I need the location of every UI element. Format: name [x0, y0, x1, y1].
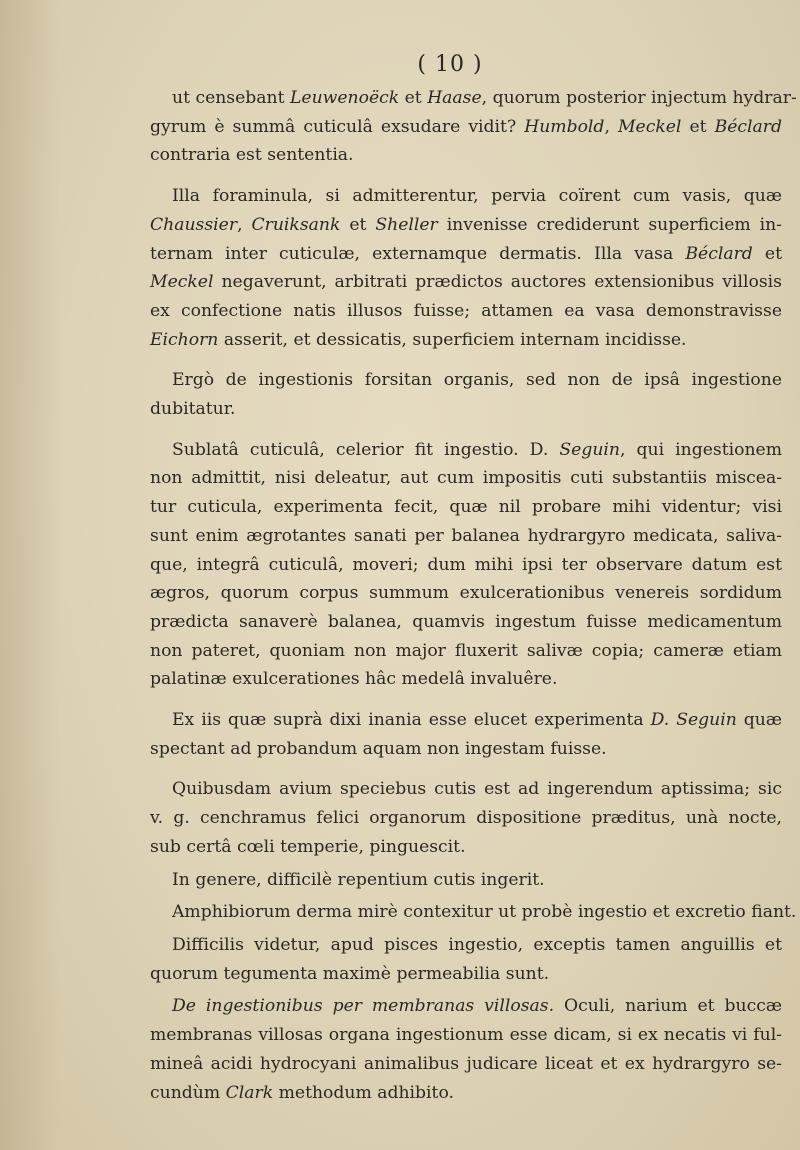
- italic-name: Béclard: [714, 116, 782, 137]
- text-line: Chaussier, Cruiksank et Sheller invenisse crediderunt superficiem in-: [150, 214, 782, 235]
- italic-name: Haase: [427, 88, 482, 108]
- paragraph: [150, 931, 782, 988]
- paragraph: [150, 84, 797, 170]
- text-line: non pateret, quoniam non major fluxerit salivæ copia; cameræ etiam: [150, 640, 782, 661]
- page-number: ( 10 ): [417, 52, 483, 77]
- text-line: mineâ acidi hydrocyani animalibus judicare liceat et ex hydrargyro se-: [150, 1053, 782, 1074]
- text-line: Ergò de ingestionis forsitan organis, sed non de ipsâ ingestione: [172, 370, 782, 391]
- paragraph: [150, 992, 782, 1107]
- text-line: Illa foraminula, si admitterentur, pervia coïrent cum vasis, quæ: [172, 186, 782, 207]
- paragraph: [150, 366, 782, 423]
- italic-name: Leuwenoëck: [290, 88, 400, 108]
- text-line: palatinæ exulcerationes hâc medelâ invaluêre.: [150, 669, 558, 690]
- text-line: membranas villosas organa ingestionum esse dicam, si ex necatis vi ful-: [150, 1025, 782, 1046]
- text-line: De ingestionibus per membranas villosas. Oculi, narium et buccæ: [172, 996, 782, 1017]
- italic-name: De ingestionibus per membranas villosas.: [172, 996, 555, 1017]
- italic-name: Clark: [225, 1082, 274, 1103]
- paragraph: [150, 706, 782, 763]
- text-line: Sublatâ cuticulâ, celerior fit ingestio. D. Seguin, qui ingestionem: [172, 439, 783, 460]
- italic-name: Meckel: [617, 116, 682, 137]
- paragraph: [150, 436, 782, 694]
- text-line: prædicta sanaverè balanea, quamvis ingestum fuisse medicamentum: [150, 611, 782, 632]
- italic-name: Meckel: [150, 272, 214, 293]
- text-line: ægros, quorum corpus summum exulcerationibus venereis sordidum: [150, 583, 782, 604]
- text-line: ex confectione natis illusos fuisse; attamen ea vasa demonstravisse: [150, 300, 782, 321]
- text-line: In genere, difficilè repentium cutis ingerit.: [172, 869, 545, 890]
- text-line: cundùm Clark methodum adhibito.: [150, 1082, 454, 1103]
- text-line: spectant ad probandum aquam non ingestam fuisse.: [150, 738, 607, 759]
- text-line: ternam inter cuticulæ, externamque dermatis. Illa vasa Béclard et: [150, 243, 783, 264]
- italic-name: D. Seguin: [650, 710, 737, 731]
- text-line: dubitatur.: [150, 399, 236, 420]
- text-line: que, integrâ cuticulâ, moveri; dum mihi ipsi ter observare datum est: [150, 554, 782, 575]
- paragraph: [150, 775, 782, 861]
- italic-name: Eichorn: [150, 329, 219, 350]
- text-line: quorum tegumenta maximè permeabilia sunt.: [150, 963, 550, 984]
- text-line: Difficilis videtur, apud pisces ingestio, exceptis tamen anguillis et: [172, 934, 782, 955]
- italic-name: Béclard: [685, 243, 753, 264]
- paragraph: [150, 866, 782, 895]
- text-line: Ex iis quæ suprà dixi inania esse elucet experimenta D. Seguin quæ: [172, 710, 782, 731]
- italic-name: Sheller: [375, 214, 438, 235]
- text-line: tur cuticula, experimenta fecit, quæ nil probare mihi videntur; visi: [150, 497, 782, 518]
- paragraph: [150, 898, 797, 927]
- paragraph: [150, 182, 782, 354]
- italic-name: Humbold: [524, 116, 605, 137]
- text-line: v. g. cenchramus felici organorum dispositione præditus, unà nocte,: [150, 808, 782, 829]
- text-line: gyrum è summâ cuticulâ exsudare vidit? Humbold, Meckel et Béclard: [150, 116, 782, 137]
- text-line: Meckel negaverunt, arbitrati prædictos auctores extensionibus villosis: [150, 272, 782, 293]
- page-text: [150, 84, 797, 1119]
- text-line: contraria est sententia.: [150, 145, 354, 166]
- italic-name: Cruiksank: [251, 214, 341, 235]
- text-line: sub certâ cœli temperie, pinguescit.: [150, 836, 466, 857]
- text-line: Amphibiorum derma mirè contexitur ut probè ingestio et excretio fiant.: [172, 902, 797, 923]
- text-line: non admittit, nisi deleatur, aut cum impositis cuti substantiis miscea-: [150, 468, 782, 489]
- text-line: Eichorn asserit, et dessicatis, superficiem internam incidisse.: [150, 329, 687, 350]
- text-line: sunt enim ægrotantes sanati per balanea hydrargyro medicata, saliva-: [150, 525, 782, 546]
- italic-name: Seguin: [559, 439, 620, 460]
- text-line: ut censebant Leuwenoëck et Haase, quorum posterior injectum hydrar-: [172, 88, 797, 108]
- text-line: Quibusdam avium speciebus cutis est ad ingerendum aptissima; sic: [172, 779, 782, 800]
- italic-name: Chaussier: [150, 214, 238, 235]
